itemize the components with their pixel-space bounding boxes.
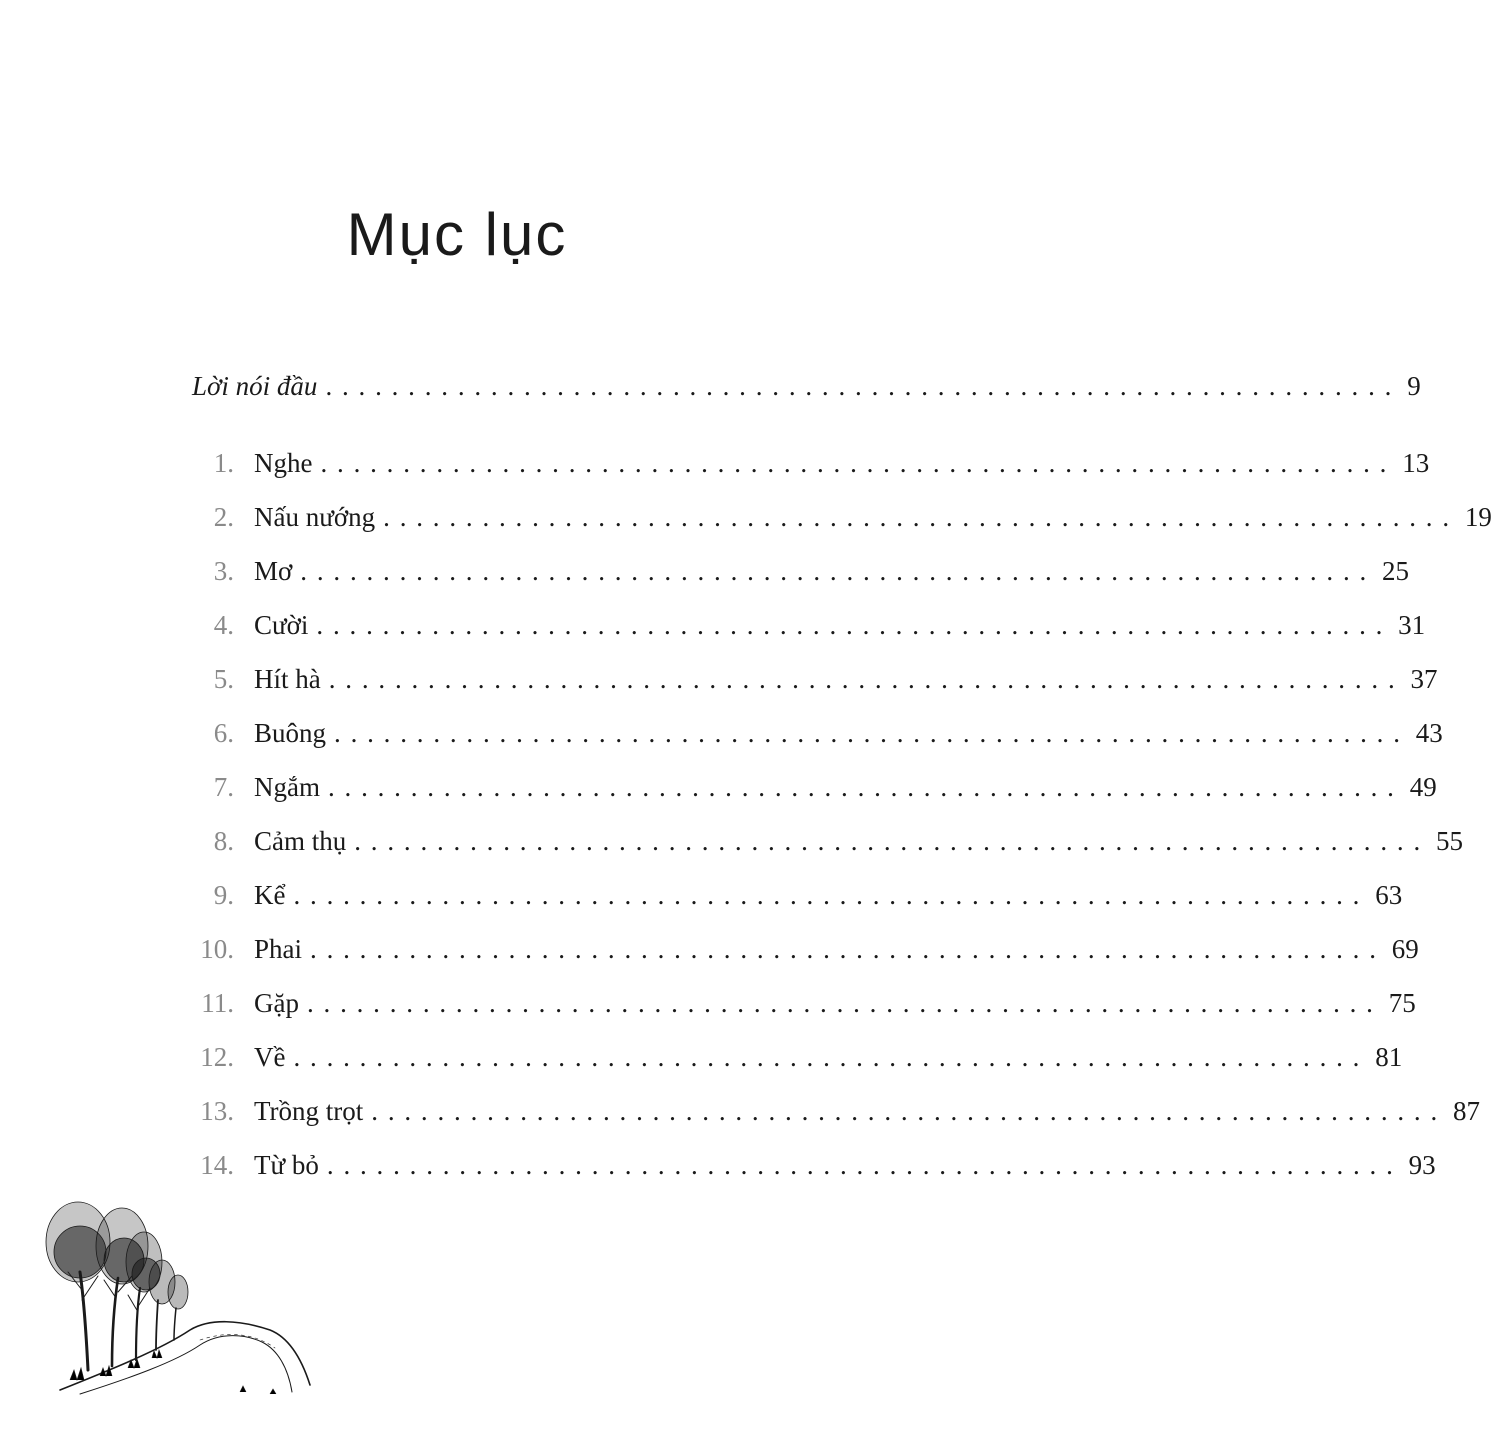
page-title: Mục lục [346,201,568,268]
toc-entry[interactable] [192,659,1438,699]
toc-entry-label: Trồng trọt [254,1096,364,1126]
toc-row [192,366,1421,406]
toc-entry-label: Kể [254,880,286,910]
toc-entry[interactable] [192,605,1426,645]
toc-row [254,1091,1481,1131]
toc-row [254,605,1426,645]
toc-entry-page: 55 [1436,826,1463,856]
toc-entry[interactable] [192,875,1403,915]
dot-leader: ................................................................. [371,1096,1448,1126]
toc-entry-preface[interactable] [192,366,1421,406]
toc-entry-label: Về [254,1042,286,1072]
chapter-number: 11. [201,988,234,1018]
toc-entry-label: Lời nói đầu [192,371,318,401]
toc-entry[interactable] [192,1091,1481,1131]
chapter-number: 7. [213,772,234,802]
chapter-number: 2. [213,502,234,532]
dot-leader: ................................................................. [293,1042,1370,1072]
toc-entry-page: 69 [1391,934,1419,964]
chapter-number: 12. [200,1042,234,1072]
toc-entry[interactable] [192,443,1430,483]
toc-entry-page: 49 [1409,772,1437,802]
toc-row [254,821,1463,861]
dot-leader: ................................................................. [383,502,1459,532]
dot-leader: ................................................................. [328,664,1405,694]
toc-entry-label: Từ bỏ [254,1150,319,1180]
toc-entry-label: Gặp [254,988,299,1018]
toc-entry[interactable] [192,713,1443,753]
chapter-number: 10. [200,934,234,964]
toc-entry-label: Nghe [254,448,313,478]
toc-entry-label: Hít hà [254,664,321,694]
toc-row [254,875,1403,915]
toc-entry-page: 13 [1402,448,1430,478]
tree-lined-road-icon [40,1180,330,1400]
toc-row [254,497,1492,537]
chapter-number: 14. [200,1150,234,1180]
chapter-number: 5. [213,664,234,694]
toc-entry-label: Buông [254,718,327,748]
toc-entry-page: 31 [1398,610,1426,640]
toc-entry-label: Ngắm [254,772,320,802]
toc-entry-page: 37 [1410,664,1438,694]
chapter-number: 1. [213,448,234,478]
toc-entry-page: 25 [1382,556,1410,586]
dot-leader: ................................................................. [326,1150,1403,1180]
toc-entry[interactable] [192,497,1492,537]
dot-leader: ................................................................. [325,371,1402,401]
toc-entry[interactable] [192,1145,1436,1185]
toc-row [254,929,1419,969]
chapter-number: 13. [200,1096,234,1126]
toc-row [254,983,1416,1023]
toc-row [254,1145,1436,1185]
toc-entry-page: 93 [1408,1150,1436,1180]
toc-entry-label: Cảm thụ [254,826,347,856]
toc-entry-label: Nấu nướng [254,502,376,532]
toc-row [254,713,1443,753]
toc-row [254,551,1410,591]
toc-entry-page: 81 [1375,1042,1403,1072]
dot-leader: ................................................................. [354,826,1430,856]
dot-leader: ................................................................. [293,880,1370,910]
chapter-number: 4. [213,610,234,640]
toc-entry[interactable] [192,983,1416,1023]
dot-leader: ................................................................. [316,610,1393,640]
toc-entry-page: 63 [1375,880,1403,910]
toc-entry[interactable] [192,821,1463,861]
toc-entry[interactable] [192,767,1437,807]
toc-entry-label: Cười [254,610,309,640]
toc-entry-page: 9 [1407,371,1421,401]
toc-entry-label: Mơ [254,556,293,586]
dot-leader: ................................................................. [334,718,1410,748]
toc-row [254,443,1430,483]
toc-row [254,659,1438,699]
toc-entry-page: 43 [1415,718,1443,748]
dot-leader: ................................................................. [327,772,1404,802]
chapter-number: 9. [213,880,234,910]
dot-leader: ................................................................. [310,934,1386,964]
toc-entry[interactable] [192,929,1419,969]
toc-entry[interactable] [192,551,1410,591]
toc-entry[interactable] [192,1037,1403,1077]
dot-leader: ................................................................. [320,448,1397,478]
toc-entry-label: Phai [254,934,303,964]
toc-entry-page: 19 [1464,502,1492,532]
toc-row [254,767,1437,807]
chapter-number: 6. [213,718,234,748]
dot-leader: ................................................................. [306,988,1383,1018]
toc-entry-page: 87 [1453,1096,1481,1126]
chapter-number: 3. [213,556,234,586]
toc-entry-page: 75 [1388,988,1416,1018]
dot-leader: ................................................................. [300,556,1377,586]
toc-row [254,1037,1403,1077]
chapter-number: 8. [213,826,234,856]
